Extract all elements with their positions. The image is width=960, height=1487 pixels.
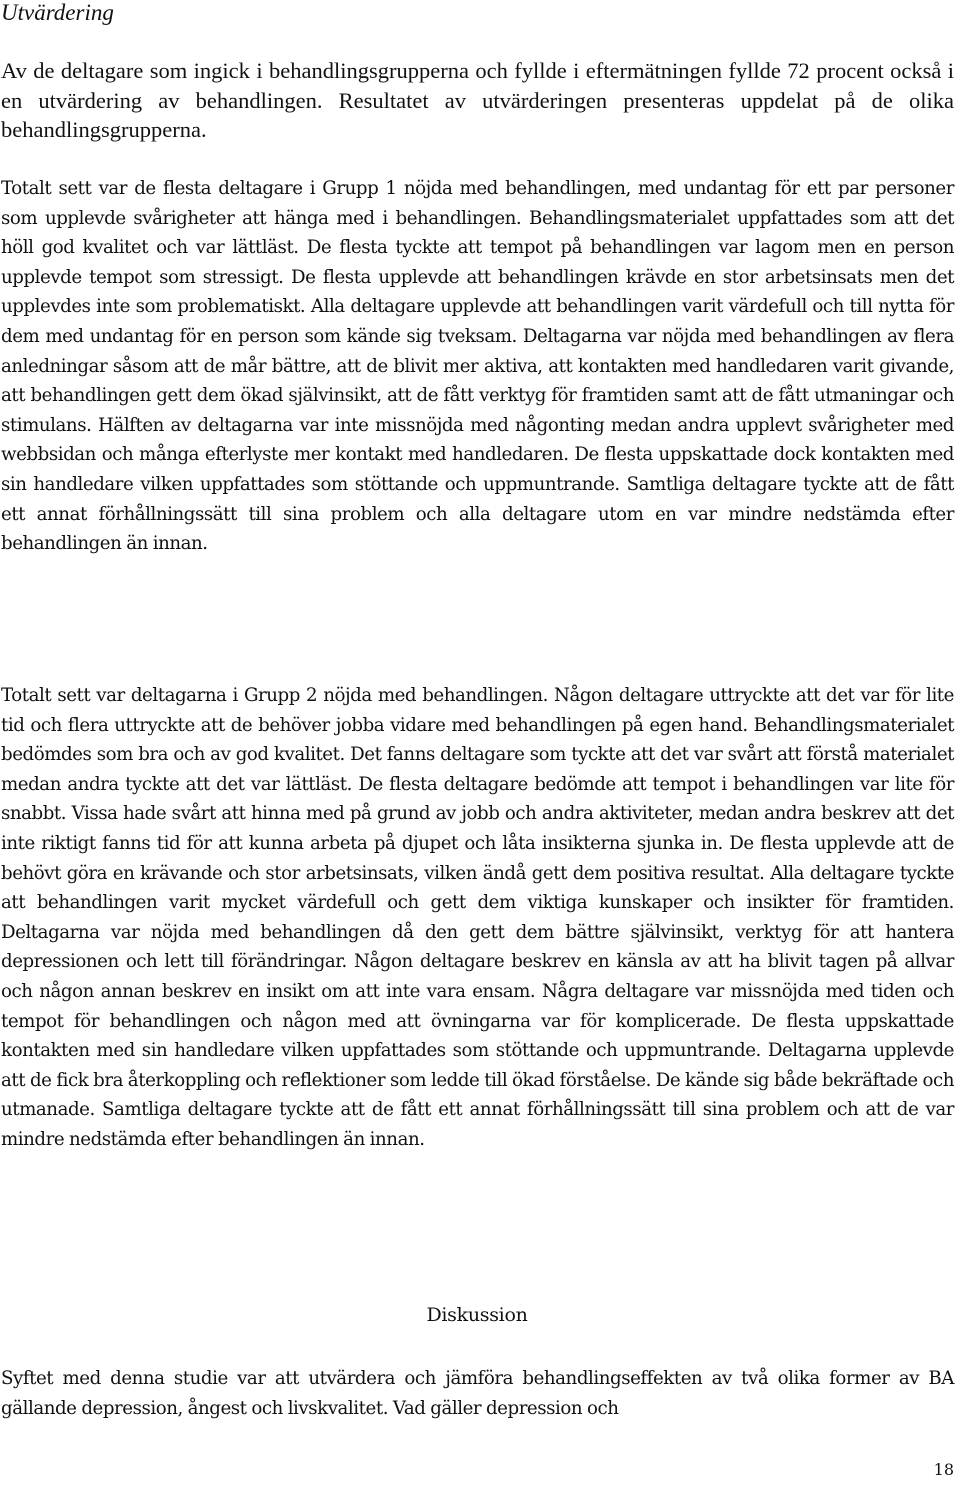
discussion-paragraph: Syftet med denna studie var att utvärdera och jämföra behandlingseffekten av två olika former av BA gällande depression, ångest och livskvalitet. Vad gäller depression och <box>1 1368 954 1419</box>
group1-paragraph: Totalt sett var de flesta deltagare i Grupp 1 nöjda med behandlingen, med undantag för ett par personer som upplevde svårigheter att hänga med i behandlingen. Behandlingsmaterialet uppfattades som att det höll god kvalitet och var lättläst. De flesta tyckte att tempot på behandlingen var lagom men en person upplevde tempot som stressigt. De flesta upplevde att behandlingen krävde en stor arbetsinsats men det upplevdes inte som problematiskt. Alla deltagare upplevde att behandlingen varit värdefull och till nytta för dem med undantag för en person som kände sig tveksam. Deltagarna var nöjda med behandlingen av flera anledningar såsom att de mår bättre, att de blivit mer aktiva, att kontakten med handledaren varit givande, att behandlingen gett dem ökad självinsikt, att de fått verktyg för framtiden samt att de fått utmaningar och stimulans. Hälften av deltagarna var inte missnöjda med någonting medan andra upplevt svårigheter med webbsidan och många efterlyste mer kontakt med handledaren. De flesta uppskattade dock kontakten med sin handledare vilken uppfattades som stöttande och uppmuntrande. Samtliga deltagare tyckte att de fått ett annat förhållningssätt till sina problem och alla deltagare utom en var mindre nedstämda efter behandlingen än innan. <box>1 178 954 555</box>
group2-paragraph: Totalt sett var deltagarna i Grupp 2 nöjda med behandlingen. Någon deltagare uttryckte att det var för lite tid och flera uttryckte att de behöver jobba vidare med behandlingen på egen hand. Behandlingsmaterialet bedömdes som bra och av god kvalitet. Det fanns deltagare som tyckte att det var svårt att förstå materialet medan andra tyckte att det var lättläst. De flesta deltagare bedömde att tempot i behandlingen var lite för snabbt. Vissa hade svårt att hinna med på grund av jobb och andra aktiviteter, medan andra beskrev att det inte riktigt fanns tid för att kunna arbeta på djupet och låta insikterna sjunka in. De flesta upplevde att de behövt göra en krävande och stor arbetsinsats, vilken ändå gett dem positiva resultat. Alla deltagare tyckte att behandlingen varit mycket värdefull och gett dem viktiga kunskaper och insikter för framtiden. Deltagarna var nöjda med behandlingen då den gett dem bättre självinsikt, verktyg för att hantera depressionen och lett till förändringar. Någon deltagare beskrev en känsla av att ha blivit tagen på allvar och någon annan beskrev en insikt om att inte vara ensam. Några deltagare var missnöjda med tiden och tempot för behandlingen och någon med att övningarna var för komplicerade. De flesta uppskattade kontakten med sin handledare vilken uppfattades som stöttande och uppmuntrande. Deltagarna upplevde att de fick bra återkoppling och reflektioner som ledde till ökad förståelse. De kände sig både bekräftade och utmanade. Samtliga deltagare tyckte att de fått ett annat förhållningssätt till sina problem och att de var mindre nedstämda efter behandlingen än innan. <box>1 685 954 1150</box>
page-number: 18 <box>933 1460 954 1479</box>
section-heading-utvardering: Utvärdering <box>1 0 114 25</box>
section-title-diskussion: Diskussion <box>426 1304 528 1326</box>
intro-paragraph: Av de deltagare som ingick i behandlingsgrupperna och fyllde i eftermätningen fyllde 72 procent också i en utvärdering av behandlingen. Resultatet av utvärderingen presenteras uppdelat på de olika behandlingsgrupperna. <box>1 58 954 142</box>
